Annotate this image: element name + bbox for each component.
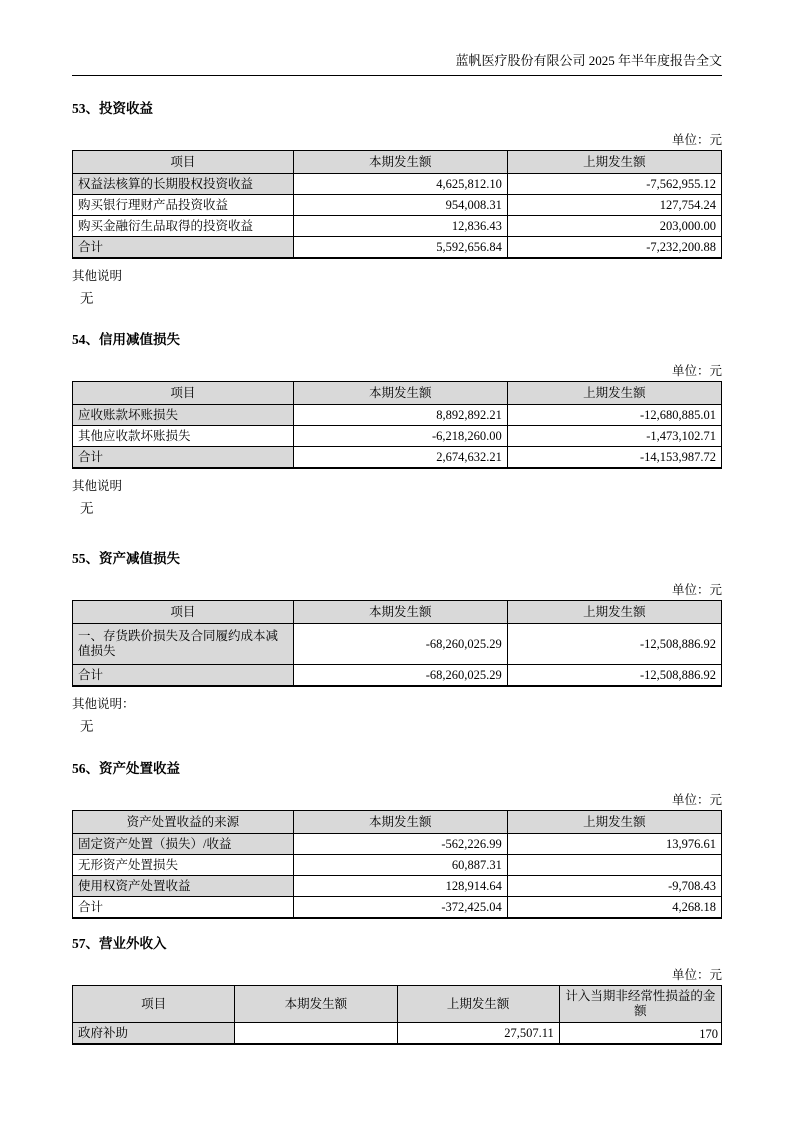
current-amount-cell: 12,836.43 (293, 216, 507, 237)
other-notes-label: 其他说明 (72, 269, 123, 283)
section-title-53: 53、投资收益 (72, 101, 153, 116)
current-amount-cell: -6,218,260.00 (293, 426, 507, 447)
table-row (73, 834, 722, 855)
table-row (73, 876, 722, 897)
current-amount-cell: 128,914.64 (293, 876, 507, 897)
prior-amount-cell: -12,508,886.92 (507, 624, 721, 665)
section-title-54: 54、信用减值损失 (72, 332, 180, 347)
unit-label: 单位：元 (671, 364, 722, 378)
current-amount-cell: 4,625,812.10 (293, 174, 507, 195)
current-amount-cell (235, 1023, 397, 1045)
table-header-row (73, 601, 722, 624)
col-header-current: 本期发生额 (293, 382, 507, 405)
prior-amount-cell: 13,976.61 (507, 834, 721, 855)
table-row (73, 174, 722, 195)
prior-amount-cell: 203,000.00 (507, 216, 721, 237)
total-row (73, 237, 722, 259)
col-header-current: 本期发生额 (293, 601, 507, 624)
section-title-56: 56、资产处置收益 (72, 761, 180, 776)
row-label: 合计 (73, 237, 294, 259)
row-label: 权益法核算的长期股权投资收益 (73, 174, 294, 195)
prior-amount-cell: -7,562,955.12 (507, 174, 721, 195)
page-number: 170 (699, 1027, 718, 1041)
row-label: 合计 (73, 447, 294, 469)
credit-impairment-table (72, 381, 722, 469)
current-amount-cell: 2,674,632.21 (293, 447, 507, 469)
table-header-row (73, 811, 722, 834)
table-header-row (73, 151, 722, 174)
total-row (73, 447, 722, 469)
prior-amount-cell: -12,508,886.92 (507, 665, 721, 687)
prior-amount-cell: -12,680,885.01 (507, 405, 721, 426)
document-header: 蓝帆医疗股份有限公司 2025 年半年度报告全文 (72, 0, 722, 76)
section-title-57: 57、营业外收入 (72, 936, 167, 951)
row-label: 政府补助 (73, 1023, 235, 1045)
current-amount-cell: -68,260,025.29 (293, 665, 507, 687)
asset-impairment-table (72, 600, 722, 687)
table-header-row (73, 382, 722, 405)
col-header-item: 项目 (73, 601, 294, 624)
table-row (73, 1023, 722, 1045)
current-amount-cell: -372,425.04 (293, 897, 507, 919)
unit-label: 单位：元 (671, 133, 722, 147)
non-recurring-amount-cell (559, 1023, 721, 1045)
prior-amount-cell: -9,708.43 (507, 876, 721, 897)
prior-amount-cell: 27,507.11 (397, 1023, 559, 1045)
current-amount-cell: 8,892,892.21 (293, 405, 507, 426)
col-header-prior: 上期发生额 (397, 986, 559, 1023)
row-label: 合计 (73, 897, 294, 919)
table-row (73, 405, 722, 426)
prior-amount-cell (507, 855, 721, 876)
section-title-55: 55、资产减值损失 (72, 551, 180, 566)
row-label: 一、存货跌价损失及合同履约成本减值损失 (73, 624, 294, 665)
table-row (73, 855, 722, 876)
row-label: 合计 (73, 665, 294, 687)
current-amount-cell: -68,260,025.29 (293, 624, 507, 665)
col-header-item: 项目 (73, 986, 235, 1023)
row-label: 其他应收款坏账损失 (73, 426, 294, 447)
col-header-non-recurring: 计入当期非经常性损益的金额 (559, 986, 721, 1023)
non-operating-income-table (72, 985, 722, 1045)
total-row (73, 665, 722, 687)
col-header-source: 资产处置收益的来源 (73, 811, 294, 834)
unit-label: 单位：元 (671, 793, 722, 807)
col-header-current: 本期发生额 (293, 151, 507, 174)
row-label: 固定资产处置（损失）/收益 (73, 834, 294, 855)
unit-label: 单位：元 (671, 583, 722, 597)
current-amount-cell: 5,592,656.84 (293, 237, 507, 259)
prior-amount-cell: -14,153,987.72 (507, 447, 721, 469)
other-notes-label: 其他说明 (72, 479, 123, 493)
col-header-item: 项目 (73, 382, 294, 405)
prior-amount-cell: -1,473,102.71 (507, 426, 721, 447)
other-notes-value: 无 (80, 501, 94, 516)
table-header-row (73, 986, 722, 1023)
unit-label: 单位：元 (671, 968, 722, 982)
prior-amount-cell: 4,268.18 (507, 897, 721, 919)
table-row (73, 216, 722, 237)
row-label: 购买金融衍生品取得的投资收益 (73, 216, 294, 237)
current-amount-cell: 954,008.31 (293, 195, 507, 216)
col-header-prior: 上期发生额 (507, 811, 721, 834)
investment-income-table (72, 150, 722, 259)
col-header-prior: 上期发生额 (507, 151, 721, 174)
table-row (73, 624, 722, 665)
table-row (73, 426, 722, 447)
total-row (73, 897, 722, 919)
current-amount-cell: 60,887.31 (293, 855, 507, 876)
asset-disposal-table (72, 810, 722, 919)
other-notes-value: 无 (80, 719, 94, 734)
table-row (73, 195, 722, 216)
current-amount-cell: -562,226.99 (293, 834, 507, 855)
col-header-prior: 上期发生额 (507, 382, 721, 405)
prior-amount-cell: -7,232,200.88 (507, 237, 721, 259)
col-header-current: 本期发生额 (293, 811, 507, 834)
row-label: 使用权资产处置收益 (73, 876, 294, 897)
col-header-item: 项目 (73, 151, 294, 174)
row-label: 无形资产处置损失 (73, 855, 294, 876)
col-header-current: 本期发生额 (235, 986, 397, 1023)
row-label: 应收账款坏账损失 (73, 405, 294, 426)
other-notes-value: 无 (80, 291, 94, 306)
row-label: 购买银行理财产品投资收益 (73, 195, 294, 216)
prior-amount-cell: 127,754.24 (507, 195, 721, 216)
other-notes-label: 其他说明： (72, 697, 135, 711)
col-header-prior: 上期发生额 (507, 601, 721, 624)
